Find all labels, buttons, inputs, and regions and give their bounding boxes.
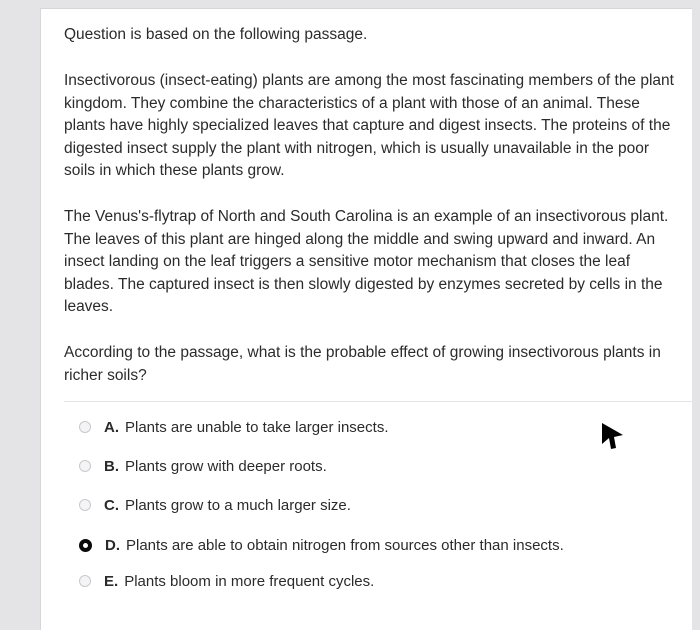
divider [64, 401, 692, 402]
question-line: According to the passage, what is the probable effect of growing insectivorous plants in [64, 344, 661, 361]
question-text [64, 342, 674, 387]
option-e[interactable] [79, 569, 374, 593]
option-key: A. [104, 418, 119, 436]
passage-line: leaves. [64, 298, 114, 315]
passage-line: plants have highly specialized leaves that capture and digest insects. The proteins of the [64, 117, 671, 134]
option-text: Plants grow to a much larger size. [125, 496, 351, 514]
option-b[interactable] [79, 454, 327, 478]
radio-button-d-selected[interactable] [79, 539, 92, 552]
option-key: B. [104, 457, 119, 475]
passage-paragraph-2 [64, 206, 674, 319]
radio-button-c[interactable] [79, 499, 91, 511]
option-text: Plants grow with deeper roots. [125, 457, 327, 475]
radio-button-a[interactable] [79, 421, 91, 433]
question-line: richer soils? [64, 366, 147, 384]
passage-line: Insectivorous (insect-eating) plants are among the most fascinating members of the plant [64, 72, 674, 89]
passage-line: digested insect supply the plant with nitrogen, which is usually unavailable in the poor [64, 139, 650, 157]
passage-line: blades. The captured insect is then slowly digested by enzymes secreted by cells in the [64, 275, 663, 293]
passage-line: kingdom. They combine the characteristics of a plant with those of an animal. These [64, 94, 640, 112]
option-c[interactable] [79, 493, 351, 517]
mouse-pointer-icon [599, 419, 627, 453]
option-key: C. [104, 496, 119, 514]
option-text: Plants are unable to take larger insects. [125, 418, 389, 436]
passage-line: soils in which these plants grow. [64, 162, 285, 179]
option-d[interactable] [79, 533, 564, 557]
passage-line: The Venus's-flytrap of North and South Carolina is an example of an insectivorous plant. [64, 208, 669, 225]
option-key: D. [105, 536, 120, 554]
question-card [40, 8, 692, 630]
passage-paragraph-1 [64, 70, 674, 183]
intro-text: Question is based on the following passage. [64, 26, 368, 43]
radio-button-b[interactable] [79, 460, 91, 472]
passage-line: insect landing on the leaf triggers a sensitive motor mechanism that closes the leaf [64, 253, 631, 270]
option-a[interactable] [79, 415, 388, 439]
option-text: Plants bloom in more frequent cycles. [124, 572, 375, 590]
radio-button-e[interactable] [79, 575, 91, 587]
option-key: E. [104, 572, 119, 590]
option-text: Plants are able to obtain nitrogen from sources other than insects. [126, 536, 564, 554]
passage-line: The leaves of this plant are hinged along the middle and swing upward and inward. An [64, 230, 656, 248]
